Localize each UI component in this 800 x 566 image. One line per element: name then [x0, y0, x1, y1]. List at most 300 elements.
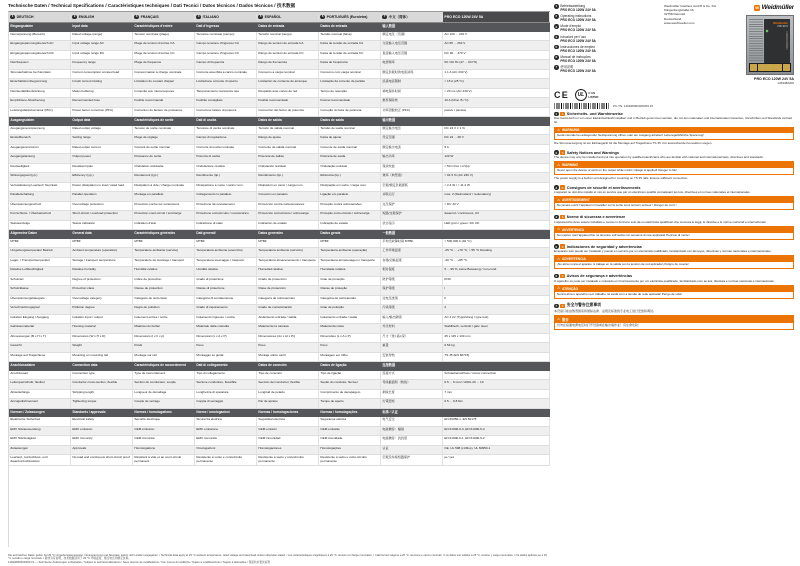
- spec-label-cell: Power dissipation no load / rated load: [71, 183, 133, 192]
- spec-label-cell: 导线截面积（软线）: [381, 380, 443, 389]
- spec-label-cell: Homologações: [319, 446, 381, 455]
- spec-label-cell: Input voltage range DC: [71, 51, 133, 60]
- spec-row: [9, 79, 550, 89]
- instruction-item: [554, 65, 660, 73]
- spec-label-cell: Sezione conduttore, flessibile: [195, 380, 257, 389]
- spec-label-cell: Isolement entrée / sortie: [133, 315, 195, 324]
- language-number-badge: 6: [555, 55, 558, 60]
- safety-intro: Das Gerät darf nur von einer Elektrofachkraft installiert und in Betrieb genommen werden, die mit den nationalen und internationalen Gesetzen, Vorschriften und Standards vertraut ist.: [554, 116, 793, 125]
- spec-label-cell: Homologaciones: [257, 446, 319, 455]
- spec-label-cell: EMC immunità: [195, 436, 257, 445]
- spec-label-cell: Rango de tensión de entrada CC: [257, 51, 319, 60]
- spec-label-cell: Isolamento ingresso / uscita: [195, 315, 257, 324]
- spec-label-cell: Fusível recomendado: [319, 98, 381, 107]
- spec-label-cell: Setting range: [71, 135, 133, 144]
- language-number-badge: 7: [383, 14, 386, 19]
- spec-label-cell: Longitud de pelado: [257, 390, 319, 399]
- spec-row: [9, 399, 550, 409]
- spec-label-cell: Categoria de sobretensão: [319, 296, 381, 305]
- spec-label-cell: Type de raccordement: [133, 371, 195, 380]
- spec-label-cell: Montagem em trilho: [319, 353, 381, 362]
- spec-value-cell: 7 mm: [443, 390, 550, 399]
- spec-label-cell: Peso: [195, 343, 257, 352]
- language-number-badge: 3: [555, 185, 558, 190]
- spec-label-cell: Isolation Eingang / Ausgang: [9, 315, 71, 324]
- spec-label-cell: Weight: [71, 343, 133, 352]
- terminal-screw: [766, 64, 773, 71]
- warning-triangle-icon: ⚠: [557, 256, 561, 261]
- spec-label-cell: Protezione cortocircuito / sovraccarico: [195, 211, 257, 220]
- instruction-label: Betriebsanleitung: [560, 4, 586, 8]
- spec-row: [9, 60, 550, 70]
- spec-value-cell: < 2.4 W / < 11.2 W: [443, 183, 550, 192]
- instruction-text: [560, 45, 595, 53]
- spec-label-cell: Sicurezza elettrica: [195, 417, 257, 426]
- spec-label-cell: Dimensioni (L x A x P): [195, 334, 257, 343]
- spec-label-cell: CEM émission: [133, 427, 195, 436]
- section-header-cell: Caractéristiques générales: [133, 230, 195, 239]
- warning-triangle-icon: ⚠: [557, 127, 561, 132]
- language-number-badge: 4: [555, 34, 558, 39]
- spec-label-cell: Longueur de dénudage: [133, 390, 195, 399]
- spec-value-cell: AC 4 kV (Typprüfung / type test): [443, 315, 550, 324]
- spec-label-cell: Abmessungen (B x H x T): [9, 334, 71, 343]
- spec-value-cell: 5 ... 96 %, keine Betauung / non-cond.: [443, 267, 550, 276]
- spec-value-cell: ja / yes: [443, 455, 550, 465]
- section-header-cell: Dati di uscita: [195, 117, 257, 126]
- section-header-row: [9, 230, 550, 239]
- section-header-cell: Dados de ligação: [319, 362, 381, 371]
- spec-row: [9, 108, 550, 118]
- spec-label-cell: Campo tensione d'ingresso CC: [195, 51, 257, 60]
- spec-label-cell: Classe di protezione: [195, 286, 257, 295]
- spec-label-cell: Montaggio su guida: [195, 353, 257, 362]
- spec-value-cell: < 50 mVss / mVpp: [443, 164, 550, 173]
- section-header-cell: Caractéristiques de sortie: [133, 117, 195, 126]
- spec-value-cell: DC 24 V ± 1 %: [443, 126, 550, 135]
- spec-label-cell: 过压保护: [381, 202, 443, 211]
- spec-label-cell: Housing material: [71, 324, 133, 333]
- section-header-cell: Dati generali: [195, 230, 257, 239]
- spec-label-cell: Rated voltage (range): [71, 32, 133, 41]
- section-header-cell: Anschlussdaten: [9, 362, 71, 371]
- spec-row: [9, 89, 550, 99]
- spec-label-cell: Nennspannung (Bereich): [9, 32, 71, 41]
- spec-label-cell: Tensão de saída nominal: [319, 126, 381, 135]
- spec-label-cell: Protection court-circuit / surcharge: [133, 211, 195, 220]
- spec-value-cell: EN 61000-6-1, EN 61000-6-2: [443, 436, 550, 445]
- warning-text: Nunca abra o aparelho nem trabalhe na saída com a tensão de rede aplicada! Perigo de vida!: [557, 291, 682, 296]
- spec-label-cell: Homologations: [133, 446, 195, 455]
- warning-label: WARNUNG: [562, 128, 580, 133]
- warning-box: [554, 285, 794, 299]
- spec-label-cell: Température ambiante (service): [133, 248, 195, 257]
- spec-label-cell: Peso: [257, 343, 319, 352]
- spec-label-cell: Leistungsfaktorkorrektur (PFC): [9, 108, 71, 117]
- spec-label-cell: Schutzklasse: [9, 286, 71, 295]
- spec-label-cell: Grado di inquinamento: [195, 305, 257, 314]
- language-column-header: [71, 14, 133, 21]
- spec-label-cell: 设定范围: [381, 135, 443, 144]
- spec-label-cell: 认证: [381, 446, 443, 455]
- spec-label-cell: 空载/额定负载损耗: [381, 183, 443, 192]
- safety-intro: The device may only be installed and put into operation by qualified electricians who are familiar with national and international laws, directives and standards.: [554, 155, 764, 160]
- spec-label-cell: Umgebungstemperatur Betrieb: [9, 248, 71, 257]
- doc-code: PC-TN: 1469480000/00/09.15: [613, 103, 654, 108]
- spec-label-cell: 重量: [381, 343, 443, 352]
- language-number-badge: 6: [555, 274, 558, 279]
- spec-label-cell: Schutzart: [9, 277, 71, 286]
- safety-block: [554, 303, 794, 329]
- section-header-cell: Input data: [71, 23, 133, 32]
- safety-intro: L'appareil ne doit être installé et mis en service que par un électricien qualifié connaissant les lois, directives et normes nationales et internationales.: [554, 190, 751, 195]
- doc-code-row: [554, 103, 794, 109]
- document-icon: ≡: [561, 303, 564, 308]
- spec-label-cell: Relative humidity: [71, 267, 133, 276]
- spec-label-cell: Fusible recommandé: [133, 98, 195, 107]
- spec-label-cell: Potencia de salida: [257, 154, 319, 163]
- spec-label-cell: Disipación en vacío / carga nom.: [257, 183, 319, 192]
- spec-row: [9, 390, 550, 400]
- warning-text: Non aprire mai l'apparecchio né lavorare sull'uscita con tensione di rete applicata! Pericolo di morte!: [557, 232, 690, 237]
- spec-label-cell: Classe de protection: [133, 286, 195, 295]
- language-column-header: [257, 14, 319, 21]
- language-column-header: [195, 14, 257, 21]
- spec-value-cell: Schraubanschluss / screw connection: [443, 371, 550, 380]
- spec-label-cell: Materiale della custodia: [195, 324, 257, 333]
- section-header-row: [9, 117, 550, 126]
- spec-label-cell: Ambient temperature (operation): [71, 248, 133, 257]
- spec-label-cell: Montaje sobre carril: [257, 353, 319, 362]
- spec-label-cell: Proteção curto-circuito / sobrecarga: [319, 211, 381, 220]
- psu-front-panel: [764, 19, 790, 63]
- section-header-cell: Dados de saída: [319, 117, 381, 126]
- spec-label-cell: Ausgangsnennstrom: [9, 145, 71, 154]
- spec-row: [9, 417, 550, 427]
- spec-label-cell: 污染等级: [381, 305, 443, 314]
- spec-label-cell: Protection class: [71, 286, 133, 295]
- spec-label-cell: Netzausfallüberbrückung: [9, 89, 71, 98]
- spec-label-cell: CEM imunidade: [319, 436, 381, 445]
- language-number-badge: 3: [555, 24, 558, 29]
- page-title: Technische Daten / Technical Specifications / Caractéristiques techniques / Dati Tecnici / Datos técnicos / Dados técnicos / 技术数据: [8, 3, 296, 8]
- spec-label-cell: MTBF: [133, 239, 195, 248]
- warning-box: [554, 315, 794, 330]
- document-icon: ≡: [561, 111, 564, 116]
- spec-label-cell: 浪涌电流限制: [381, 79, 443, 88]
- spec-label-cell: 工作环境温度: [381, 248, 443, 257]
- footnote-line-2: 1469480000/00/09.15 — Technische Änderungen vorbehalten / Subject to technical alterations / Sous réserve de modifications / Con riserva di modifiche / Sujeto a modificaciones / Sujeito a alterações / 保留技术更改权利: [8, 560, 271, 564]
- document-icon: ≡: [561, 274, 564, 279]
- spec-label-cell: Conductor cross-section, flexible: [71, 380, 133, 389]
- spec-label-cell: Dissipazione a vuoto / carico nom.: [195, 183, 257, 192]
- section-header-cell: 输入数据: [381, 23, 443, 32]
- table-header-row: [9, 12, 550, 23]
- safety-heading: Consignes de sécurité et avertissements: [566, 185, 641, 190]
- section-header-value: [443, 409, 550, 418]
- section-header-cell: 连接数据: [381, 362, 443, 371]
- spec-label-cell: Inrush current limiting: [71, 79, 133, 88]
- spec-row: [9, 126, 550, 136]
- section-header-cell: Normas / homologações: [319, 409, 381, 418]
- spec-label-cell: Ondulação residual: [319, 164, 381, 173]
- spec-label-cell: 剥线长度: [381, 390, 443, 399]
- spec-label-cell: 电磁兼容：辐射: [381, 427, 443, 436]
- spec-label-cell: 相对湿度: [381, 267, 443, 276]
- spec-label-cell: Potenza di uscita: [195, 154, 257, 163]
- warning-text: Ne jamais ouvrir l'appareil ni travailler sur la sortie sous tension secteur ! Danger de mort !: [557, 203, 677, 208]
- spec-label-cell: Limitación de corriente de arranque: [257, 79, 319, 88]
- spec-label-cell: Tensión nominal (rango): [257, 32, 319, 41]
- document-icon: ≡: [561, 244, 564, 249]
- warning-triangle-icon: ⚠: [557, 316, 561, 321]
- spec-label-cell: Clase de protección: [257, 286, 319, 295]
- spec-label-cell: Plage de réglage: [133, 135, 195, 144]
- spec-row: [9, 51, 550, 61]
- section-header-cell: Dados gerais: [319, 230, 381, 239]
- spec-label-cell: 额定负载时的电流消耗: [381, 70, 443, 79]
- spec-label-cell: 电气安全: [381, 417, 443, 426]
- spec-label-cell: Zulassungen: [9, 446, 71, 455]
- instruction-text: [560, 24, 595, 32]
- address-line: www.weidmueller.com: [664, 20, 695, 25]
- spec-label-cell: Tipo de ligação: [319, 371, 381, 380]
- spec-label-cell: CEM immunité: [133, 436, 195, 445]
- spec-value-cell: CE, UL 508 (cURus), UL 60950-1: [443, 446, 550, 455]
- spec-label-cell: Résistant à vide et au court-circuit permanent: [133, 455, 195, 465]
- spec-value-cell: EN 60950-1, EN 50178: [443, 417, 550, 426]
- spec-label-cell: Campo di regolazione: [195, 135, 257, 144]
- instruction-text: [560, 65, 595, 73]
- spec-label-cell: 额定输出电流: [381, 145, 443, 154]
- instruction-text: [560, 55, 595, 63]
- spec-label-cell: Dissipação em vazio / carga nom.: [319, 183, 381, 192]
- spec-row: [9, 135, 550, 145]
- safety-outro: Die Stromversorgung ist ein Einbaugerät für die Montage auf Tragschiene TS 35. Für ausreichende Konvektion sorgen.: [554, 140, 713, 145]
- language-column-label: ENGLISH: [78, 14, 95, 19]
- spec-label-cell: 连接方式: [381, 371, 443, 380]
- spec-label-cell: Empfohlene Absicherung: [9, 98, 71, 107]
- spec-row: [9, 286, 550, 296]
- section-header-row: [9, 409, 550, 418]
- language-number-badge: 2: [555, 14, 558, 19]
- address-line: Weidmüller Interface GmbH & Co. KG: [664, 4, 717, 8]
- instruction-product: PRO ECO 120W 24V 5A: [560, 38, 596, 43]
- values-column-header: PRO ECO 120W 24V 5A: [443, 12, 550, 22]
- spec-label-cell: Power factor correction (PFC): [71, 108, 133, 117]
- warning-box: [554, 127, 794, 141]
- safety-intro: O aparelho só pode ser instalado e colocado em funcionamento por um eletricista qualificado, familiarizado com as leis, diretivas e normas nacionais e internacionais.: [554, 278, 775, 283]
- spec-label-cell: Correzione fattore di potenza: [195, 108, 257, 117]
- certification-marks: [554, 89, 794, 101]
- spec-label-cell: Torque de aperto: [319, 399, 381, 408]
- spec-value-cell: AC 85 ... 264 V: [443, 41, 550, 50]
- language-column-label: ITALIANO: [202, 14, 219, 19]
- spec-row: [9, 173, 550, 183]
- spec-label-cell: Conexión en paralelo: [257, 192, 319, 201]
- spec-label-cell: Par de apriete: [257, 399, 319, 408]
- instruction-item: [554, 55, 660, 63]
- warning-box: [554, 161, 794, 175]
- spec-label-cell: Tightening torque: [71, 399, 133, 408]
- spec-label-cell: Pollution degree: [71, 305, 133, 314]
- warning-triangle-icon: ⚠: [557, 197, 561, 202]
- section-header-cell: Normes / homologations: [133, 409, 195, 418]
- spec-row: [9, 436, 550, 446]
- spec-label-cell: Frequency range: [71, 60, 133, 69]
- warning-box: [554, 255, 794, 269]
- spec-label-cell: MTBF: [257, 239, 319, 248]
- spec-label-cell: Short-circuit / overload protection: [71, 211, 133, 220]
- spec-row: [9, 164, 550, 174]
- ce-mark-icon: CE: [554, 89, 569, 100]
- spec-value-cell: 1.1 A (AC 230 V): [443, 70, 550, 79]
- spec-label-cell: 电源频率: [381, 60, 443, 69]
- spec-label-cell: Campo tensione d'ingresso CA: [195, 41, 257, 50]
- warning-text: 切勿在接通电源电压时打开设备或在输出端作业！有生命危险！: [557, 322, 642, 327]
- spec-row: [9, 267, 550, 277]
- spec-value-cell: Stahlblech, verzinkt / galv. steel: [443, 324, 550, 333]
- document-icon: ≡: [561, 215, 564, 220]
- section-header-cell: Ausgangsdaten: [9, 117, 71, 126]
- safety-block: [554, 185, 794, 210]
- instruction-product: PRO ECO 120W 24V 5A: [560, 69, 596, 74]
- spec-value-cell: < 15 A (25 °C): [443, 79, 550, 88]
- spec-row: [9, 32, 550, 42]
- safety-heading: Sicherheits- und Warnhinweise: [566, 111, 623, 116]
- spec-label-cell: Einstellbereich: [9, 135, 71, 144]
- warning-box: [554, 196, 794, 210]
- spec-label-cell: Montage auf Tragschiene: [9, 353, 71, 362]
- language-number-badge: 6: [321, 14, 324, 19]
- instruction-product: PRO ECO 120W 24V 5A: [560, 48, 596, 53]
- spec-label-cell: Resistente a vuoto e cortocircuito permanente: [195, 455, 257, 465]
- instruction-label: Mode d'emploi: [560, 24, 582, 29]
- spec-label-cell: 残余纹波: [381, 164, 443, 173]
- address-line: Klingenbergstraße 16: [664, 8, 694, 13]
- spec-row: [9, 239, 550, 249]
- language-number-badge: 5: [259, 14, 262, 19]
- safety-block: [554, 215, 794, 240]
- spec-label-cell: Elektrische Sicherheit: [9, 417, 71, 426]
- language-column-header: [133, 14, 195, 21]
- language-column-header: [9, 14, 71, 21]
- instruction-text: [560, 4, 595, 12]
- spec-value-cell: DC 90 ... 370 V: [443, 51, 550, 60]
- warning-text: Never open the device or work on the output while mains voltage is applied! Danger to life!: [557, 168, 677, 173]
- spec-label-cell: Correção do fator de potência: [319, 108, 381, 117]
- spec-label-cell: Corrección del factor de potencia: [257, 108, 319, 117]
- language-number-badge: 2: [73, 14, 76, 19]
- safety-intro: 本设备只能由熟悉国家和国际法律、法规及标准的专业电工进行安装和调试。: [554, 308, 657, 313]
- instruction-item: [554, 4, 660, 12]
- section-header-value: [443, 230, 550, 239]
- warning-label: AVVERTENZA: [562, 227, 585, 232]
- language-number-badge: 7: [555, 65, 558, 70]
- spec-label-cell: Montage sur rail: [133, 353, 195, 362]
- section-header-row: [9, 23, 550, 32]
- spec-value-cell: 0.5 ... 0.8 Nm: [443, 399, 550, 408]
- spec-row: [9, 183, 550, 193]
- spec-label-cell: Umidità relativa: [195, 267, 257, 276]
- spec-value-cell: IP20: [443, 277, 550, 286]
- spec-label-cell: Stromaufnahme bei Nennlast: [9, 70, 71, 79]
- spec-label-cell: Segurança elétrica: [319, 417, 381, 426]
- spec-label-cell: Overvoltage category: [71, 296, 133, 305]
- spec-label-cell: Classe de proteção: [319, 286, 381, 295]
- spec-label-cell: 外壳材料: [381, 324, 443, 333]
- section-header-cell: Datos generales: [257, 230, 319, 239]
- section-header-cell: 一般数据: [381, 230, 443, 239]
- instruction-label: 使用说明: [560, 65, 574, 70]
- spec-label-cell: Limitazione corrente di spunto: [195, 79, 257, 88]
- spec-label-cell: Ligação em paralelo: [319, 192, 381, 201]
- ul-circle-icon: UL: [575, 89, 587, 101]
- spec-label-cell: Dissipation à vide / charge nominale: [133, 183, 195, 192]
- spec-label-cell: Resistente a vazio e curto-circuito permanente: [319, 455, 381, 465]
- spec-label-cell: 保护等级: [381, 286, 443, 295]
- spec-label-cell: Approvals: [71, 446, 133, 455]
- spec-row: [9, 455, 550, 466]
- spec-label-cell: 交流输入电压范围: [381, 41, 443, 50]
- spec-label-cell: Überspannungskategorie: [9, 296, 71, 305]
- spec-label-cell: Omologazioni: [195, 446, 257, 455]
- section-header-cell: Datos de entrada: [257, 23, 319, 32]
- spec-label-cell: 推荐保险丝: [381, 98, 443, 107]
- spec-label-cell: Section du conducteur, souple: [133, 380, 195, 389]
- spec-label-cell: Rendimento (tip.): [195, 173, 257, 182]
- section-header-cell: Normas / homologaciones: [257, 409, 319, 418]
- spec-label-cell: Eingangsspannungsbereich AC: [9, 41, 71, 50]
- spec-label-cell: Indice de protection: [133, 277, 195, 286]
- spec-label-cell: Campo di frequenza: [195, 60, 257, 69]
- instruction-product: PRO ECO 120W 24V 5A: [560, 18, 596, 23]
- spec-label-cell: Eingangsspannungsbereich DC: [9, 51, 71, 60]
- spec-label-cell: Protección contra sobretensiones: [257, 202, 319, 211]
- spec-label-cell: Dimensions (W x H x D): [71, 334, 133, 343]
- instruction-label: Istruzioni per l'uso: [560, 34, 586, 39]
- spec-label-cell: Categoría de sobretensión: [257, 296, 319, 305]
- spec-value-cell: -25 °C ... +70 °C, > 55 °C Derating: [443, 248, 550, 257]
- spec-value-cell: 50 / 60 Hz (47 ... 63 Hz): [443, 60, 550, 69]
- spec-label-cell: Gehäusematerial: [9, 324, 71, 333]
- safety-heading: Safety Notices and Warnings: [566, 150, 619, 155]
- spec-label-cell: Input voltage range AC: [71, 41, 133, 50]
- language-number-badge: 5: [555, 45, 558, 50]
- spec-label-cell: Temperatura ambiente (esercizio): [195, 248, 257, 257]
- language-number-badge: 3: [135, 14, 138, 19]
- language-number-badge: 4: [555, 215, 558, 220]
- spec-label-cell: Tipo de conexión: [257, 371, 319, 380]
- psu-terminal-block: [749, 63, 791, 72]
- spec-label-cell: Tensión de salida nominal: [257, 126, 319, 135]
- language-column-header: [319, 14, 381, 21]
- section-header-cell: 输出数据: [381, 117, 443, 126]
- spec-label-cell: Seção do condutor, flexível: [319, 380, 381, 389]
- section-header-cell: Normen / Zulassungen: [9, 409, 71, 418]
- language-number-badge: 1: [555, 4, 558, 9]
- spec-label-cell: Tension de sortie nominale: [133, 126, 195, 135]
- spec-label-cell: CEM emisión: [257, 427, 319, 436]
- language-number-badge: 4: [197, 14, 200, 19]
- spec-label-cell: Einschaltstrombegrenzung: [9, 79, 71, 88]
- spec-label-cell: 功率因数校正 (PFC): [381, 108, 443, 117]
- spec-label-cell: Indicação de estado: [319, 221, 381, 230]
- spec-label-cell: Fusibile consigliato: [195, 98, 257, 107]
- language-column-label: 中文（简体）: [388, 14, 410, 19]
- brand-wordmark: Weidmüller: [761, 4, 794, 11]
- spec-label-cell: Gewicht: [9, 343, 71, 352]
